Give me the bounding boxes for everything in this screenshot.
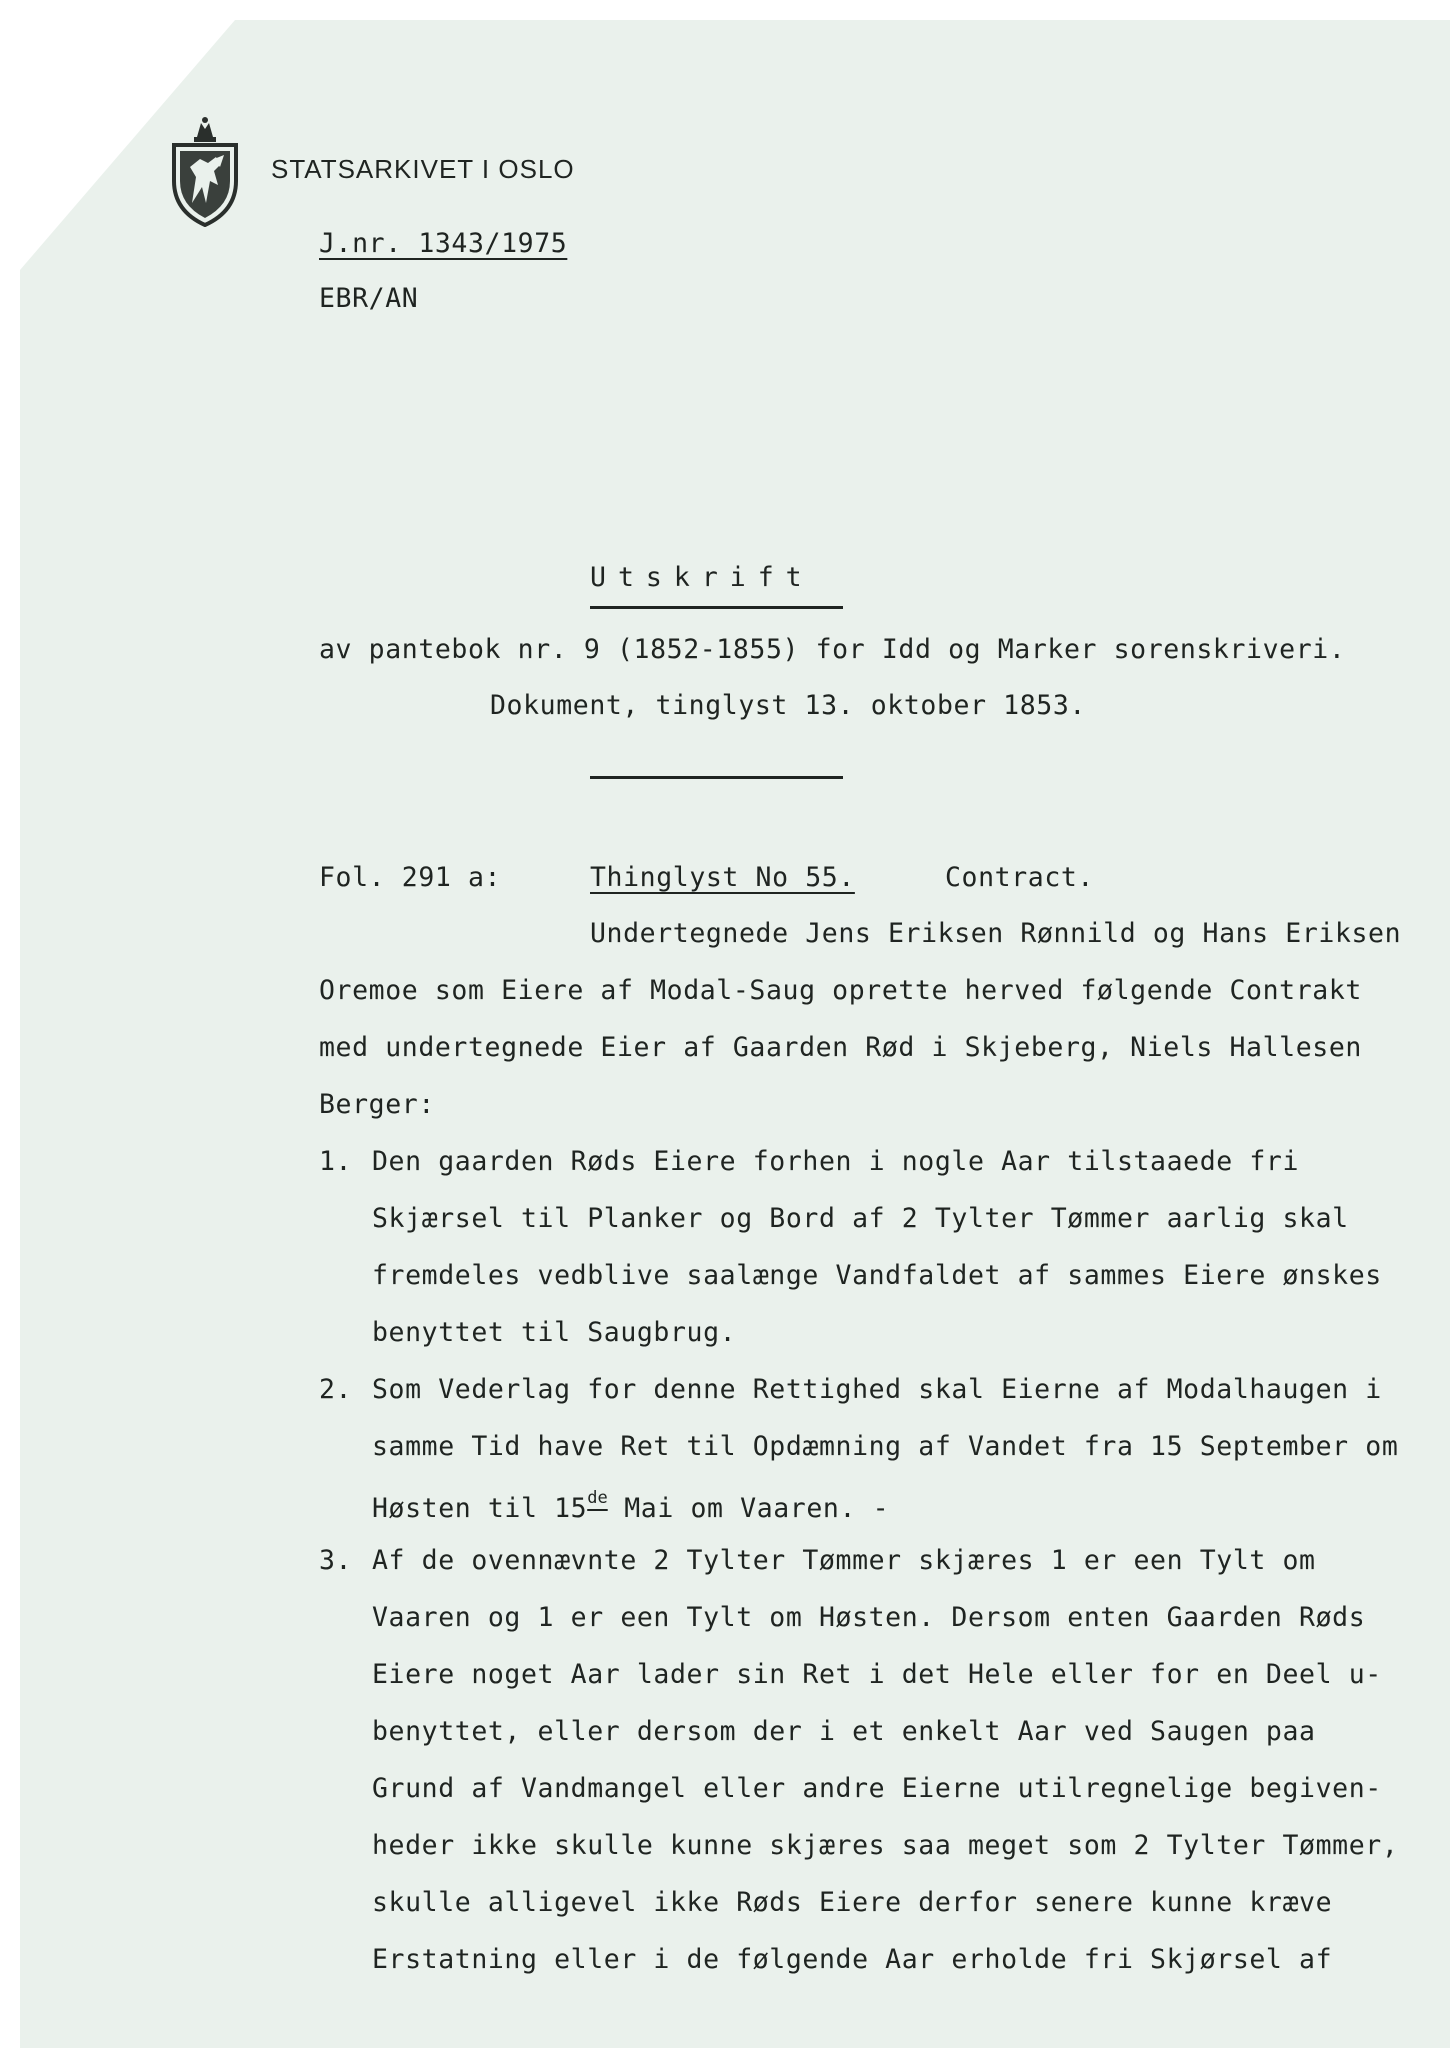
title-underline (590, 606, 843, 609)
source-line: av pantebok nr. 9 (1852-1855) for Idd og Marker sorenskriveri. (319, 634, 1346, 665)
initials: EBR/AN (319, 283, 419, 314)
clause-line: Den gaarden Røds Eiere forhen i nogle Aar tilstaaede fri (372, 1146, 1300, 1177)
clause-line: benyttet til Saugbrug. (372, 1317, 737, 1348)
folio-reference: Fol. 291 a: (319, 862, 502, 893)
norwegian-coat-of-arms-icon (170, 115, 240, 227)
date-line: Dokument, tinglyst 13. oktober 1853. (490, 690, 1086, 721)
registration-number: Thinglyst No 55. (590, 862, 855, 893)
archive-name: STATSARKIVET I OSLO (271, 154, 575, 184)
clause-number: 2. (319, 1374, 353, 1405)
clause-line: Høsten til 15de Mai om Vaaren. - (372, 1488, 890, 1524)
clause-line: samme Tid have Ret til Opdæmning af Vandet fra 15 September om (372, 1431, 1399, 1462)
clause-line: Grund af Vandmangel eller andre Eierne utilregnelige begiven- (372, 1773, 1382, 1804)
clause-number: 1. (319, 1146, 353, 1177)
journal-number: J.nr. 1343/1975 (319, 228, 568, 259)
clause-line: Af de ovennævnte 2 Tylter Tømmer skjæres 1 er een Tylt om (372, 1545, 1316, 1576)
clause-line: benyttet, eller dersom der i et enkelt Aar ved Saugen paa (372, 1716, 1316, 1747)
clause-line: Som Vederlag for denne Rettighed skal Eierne af Modalhaugen i (372, 1374, 1382, 1405)
clause-line: Erstatning eller i de følgende Aar erholde fri Skjørsel af (372, 1944, 1333, 1975)
clause-line: Vaaren og 1 er een Tylt om Høsten. Dersom enten Gaarden Røds (372, 1602, 1366, 1633)
document-type: Contract. (945, 862, 1094, 893)
clause-line: heder ikke skulle kunne skjæres saa meget som 2 Tylter Tømmer, (372, 1830, 1399, 1861)
document-title: Utskrift (590, 562, 814, 593)
intro-line: med undertegnede Eier af Gaarden Rød i Skjeberg, Niels Hallesen (319, 1032, 1362, 1063)
clause-line: skulle alligevel ikke Røds Eiere derfor senere kunne kræve (372, 1887, 1333, 1918)
intro-line: Undertegnede Jens Eriksen Rønnild og Hans Eriksen (590, 918, 1402, 949)
intro-line: Oremoe som Eiere af Modal-Saug oprette herved følgende Contrakt (319, 975, 1362, 1006)
clause-line: fremdeles vedblive saalænge Vandfaldet af sammes Eiere ønskes (372, 1260, 1382, 1291)
clause-number: 3. (319, 1545, 353, 1576)
clause-line: Eiere noget Aar lader sin Ret i det Hele eller for en Deel u- (372, 1659, 1382, 1690)
clause-line: Skjærsel til Planker og Bord af 2 Tylter Tømmer aarlig skal (372, 1203, 1349, 1234)
intro-line: Berger: (319, 1089, 435, 1120)
section-divider (590, 776, 843, 779)
